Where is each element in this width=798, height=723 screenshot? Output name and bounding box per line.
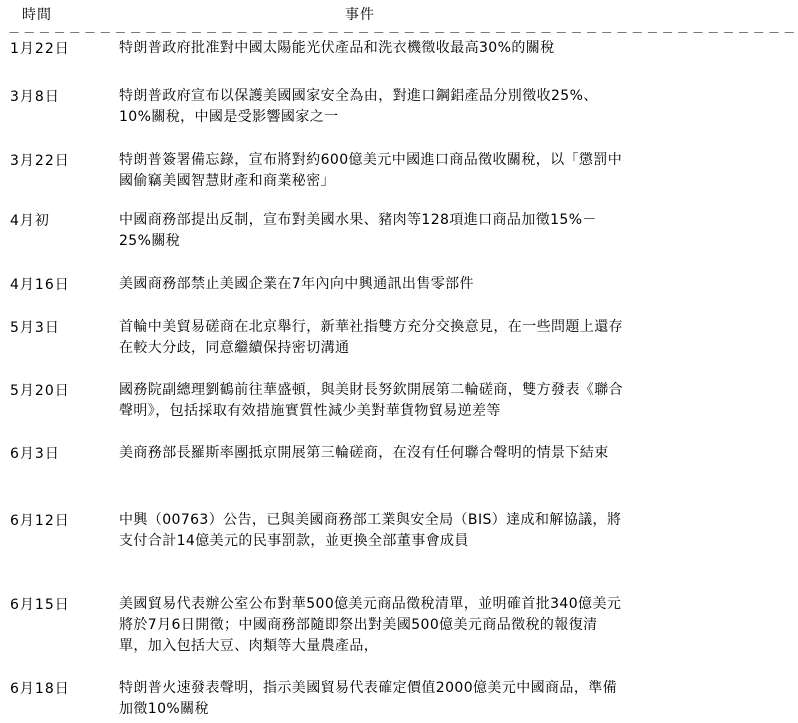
row-event: 特朗普政府批准對中國太陽能光伏產品和洗衣機徵收最高30%的關稅 xyxy=(119,40,555,56)
row-event: 首輪中美貿易磋商在北京舉行，新華社指雙方充分交換意見，在一些問題上還存在較大分歧，同意繼續保持密切溝通 xyxy=(119,319,623,356)
row-date: 6月3日 xyxy=(10,446,60,462)
header-divider: －－－－－－－－－－－－－－－－－－－－－－－－－－－－－－－－－－－－－－－－－－－－－－－－－－－－ xyxy=(8,26,798,40)
row-event: 中國商務部提出反制，宣布對美國水果、豬肉等128項進口商品加徵15%－25%關稅 xyxy=(119,212,597,249)
header-time: 時間 xyxy=(22,7,52,23)
row-date: 4月16日 xyxy=(10,277,70,293)
row-date: 6月12日 xyxy=(10,513,70,529)
row-date: 3月22日 xyxy=(10,153,70,169)
row-date: 1月22日 xyxy=(10,41,70,57)
row-date: 5月3日 xyxy=(10,320,60,336)
row-event: 美國商務部禁止美國企業在7年內向中興通訊出售零部件 xyxy=(119,276,474,292)
header-event: 事件 xyxy=(345,7,375,23)
row-event: 特朗普簽署備忘錄，宣布將對約600億美元中國進口商品徵收關稅，以「懲罰中國偷竊美國智慧財產和商業秘密」 xyxy=(119,152,623,189)
row-date: 6月18日 xyxy=(10,681,70,697)
row-date: 3月8日 xyxy=(10,89,60,105)
row-date: 6月15日 xyxy=(10,597,70,613)
table-header xyxy=(0,4,669,24)
row-event: 特朗普火速發表聲明，指示美國貿易代表確定價值2000億美元中國商品，準備加徵10%關稅 xyxy=(119,680,618,717)
row-event: 美國貿易代表辦公室公布對華500億美元商品徵稅清單，並明確首批340億美元將於7月6日開徵；中國商務部隨即祭出對美國500億美元商品徵稅的報復清單，加入包括大豆、肉類等大量農產品， xyxy=(119,596,622,654)
row-event: 國務院副總理劉鶴前往華盛頓，與美財長努欽開展第二輪磋商，雙方發表《聯合聲明》，包括採取有效措施實質性減少美對華貨物貿易逆差等 xyxy=(119,382,623,419)
row-event: 特朗普政府宣布以保護美國國家安全為由，對進口鋼鋁產品分別徵收25%、10%關稅，中國是受影響國家之一 xyxy=(119,88,598,125)
row-date: 5月20日 xyxy=(10,383,70,399)
row-event: 中興（00763）公告，已與美國商務部工業與安全局（BIS）達成和解協議，將支付合計14億美元的民事罰款，並更換全部董事會成員 xyxy=(119,512,622,549)
row-event: 美商務部長羅斯率團抵京開展第三輪磋商，在沒有任何聯合聲明的情景下結束 xyxy=(119,445,609,461)
row-date: 4月初 xyxy=(10,213,50,229)
